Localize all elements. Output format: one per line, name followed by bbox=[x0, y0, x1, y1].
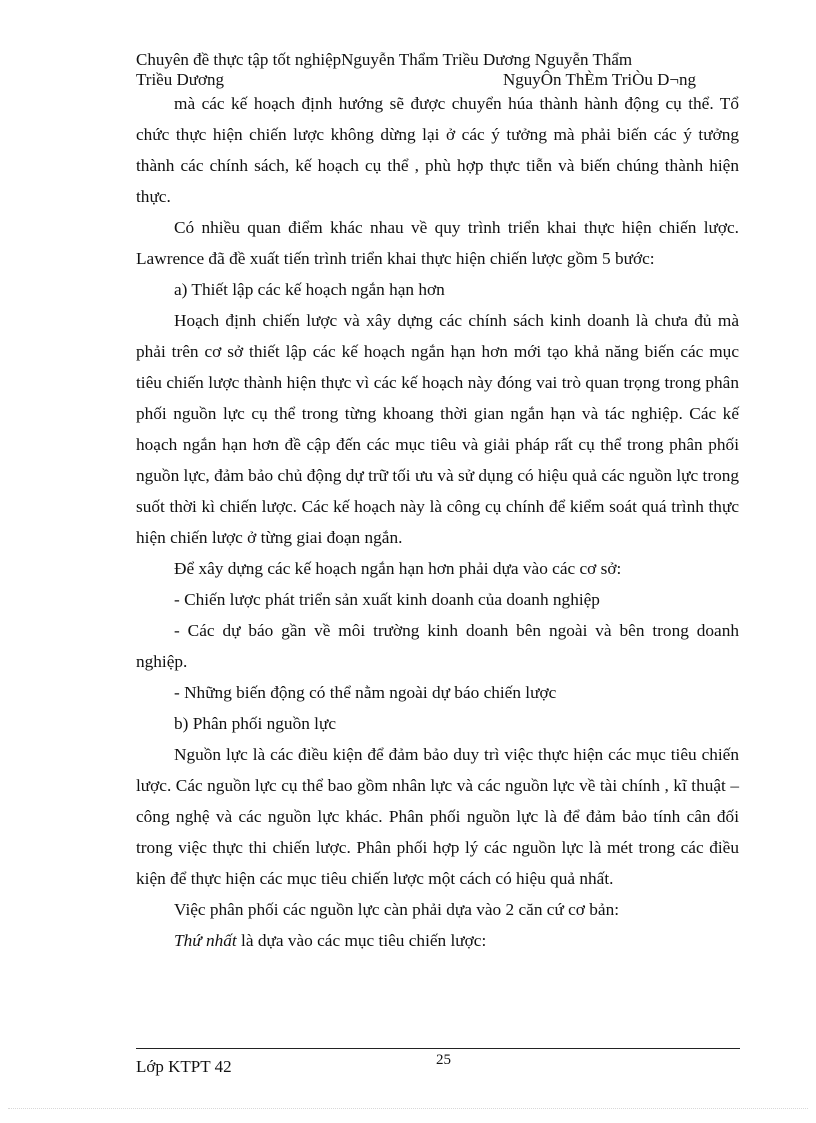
paragraph-resources: Nguồn lực là các điều kiện để đảm bảo duy trì việc thực hiện các mục tiêu chiến lược. Các nguồn lực cụ thể bao gồm nhân lực và các nguồn lực về tài chính , kĩ thuật – công nghệ và các nguồn lực khác. Phân phối nguồn lực là để đảm bảo tính cân đối trong việc thực thi chiến lược. Phân phối hợp lý các nguồn lực là mét trong các điều kiện để thực hiện các mục tiêu chiến lược một cách có hiệu quả nhất. bbox=[136, 745, 739, 888]
list-item-forecasts: - Các dự báo gần về môi trường kinh doanh bên ngoài và bên trong doanh nghiệp. bbox=[136, 621, 739, 671]
paragraph-first-basis bbox=[136, 925, 739, 956]
list-item-fluctuations: - Những biến động có thể nằm ngoài dự báo chiến lược bbox=[174, 683, 557, 702]
paragraph-intro-continuation: mà các kế hoạch định hướng sẽ được chuyển húa thành hành động cụ thể. Tổ chức thực hiện chiến lược không dừng lại ở các ý tưởng mà phải biến các ý tưởng thành các chính sách, kế hoạch cụ thể , phù hợp thực tiễn và biến chúng thành hiện thực. bbox=[136, 94, 739, 206]
paragraph-lawrence-process: Có nhiều quan điểm khác nhau về quy trình triển khai thực hiện chiến lược. Lawrence đã đề xuất tiến trình triển khai thực hiện chiến lược gồm 5 bước: bbox=[136, 218, 739, 268]
paragraph-plan-bases: Để xây dựng các kế hoạch ngắn hạn hơn phải dựa vào các cơ sở: bbox=[174, 559, 622, 578]
first-basis-emphasis: Thứ nhất bbox=[174, 931, 237, 950]
header-author-line bbox=[136, 70, 740, 90]
footer-class-label: Lớp KTPT 42 bbox=[136, 1057, 232, 1076]
paragraph-allocation-bases: Việc phân phối các nguồn lực càn phải dựa vào 2 căn cứ cơ bản: bbox=[174, 900, 620, 919]
page-number: 25 bbox=[436, 1052, 451, 1068]
first-basis-text: là dựa vào các mục tiêu chiến lược: bbox=[236, 931, 487, 950]
page-header bbox=[136, 50, 740, 90]
list-item-strategy: - Chiến lược phát triển sản xuất kinh doanh của doanh nghiệp bbox=[174, 590, 600, 609]
footer-divider bbox=[136, 1048, 740, 1049]
header-author-name-legacy-encoding: NguyÔn ThÈm TriÒu D¬ng bbox=[503, 70, 696, 89]
page-bottom-border bbox=[8, 1108, 808, 1109]
heading-short-term-plans: a) Thiết lập các kế hoạch ngắn hạn hơn bbox=[174, 280, 445, 299]
heading-resource-allocation: b) Phân phối nguồn lực bbox=[174, 714, 337, 733]
header-author-name: Triều Dương bbox=[136, 70, 224, 89]
paragraph-short-term-plans: Hoạch định chiến lược và xây dựng các chính sách kinh doanh là chưa đủ mà phải trên cơ sở thiết lập các kế hoạch ngắn hạn hơn mới tạo khả năng biến các mục tiêu chiến lược thành hiện thực vì các kế hoạch này đóng vai trò quan trọng trong phân phối nguồn lực cụ thể trong từng khoang thời gian ngắn hạn và tác nghiệp. Các kế hoạch ngắn hạn hơn đề cập đến các mục tiêu và giải pháp rất cụ thể trong phân phối nguồn lực, đảm bảo chủ động dự trữ tối ưu và sử dụng có hiệu quả các nguồn lực trong suốt thời kì chiến lược. Các kế hoạch này là công cụ chính để kiểm soát quá trình thực hiện chiến lược ở từng giai đoạn ngắn. bbox=[136, 311, 739, 547]
header-title-line: Chuyên đề thực tập tốt nghiệpNguyễn Thẩm Triều Dương Nguyễn Thẩm bbox=[136, 50, 633, 69]
document-body bbox=[136, 88, 739, 956]
